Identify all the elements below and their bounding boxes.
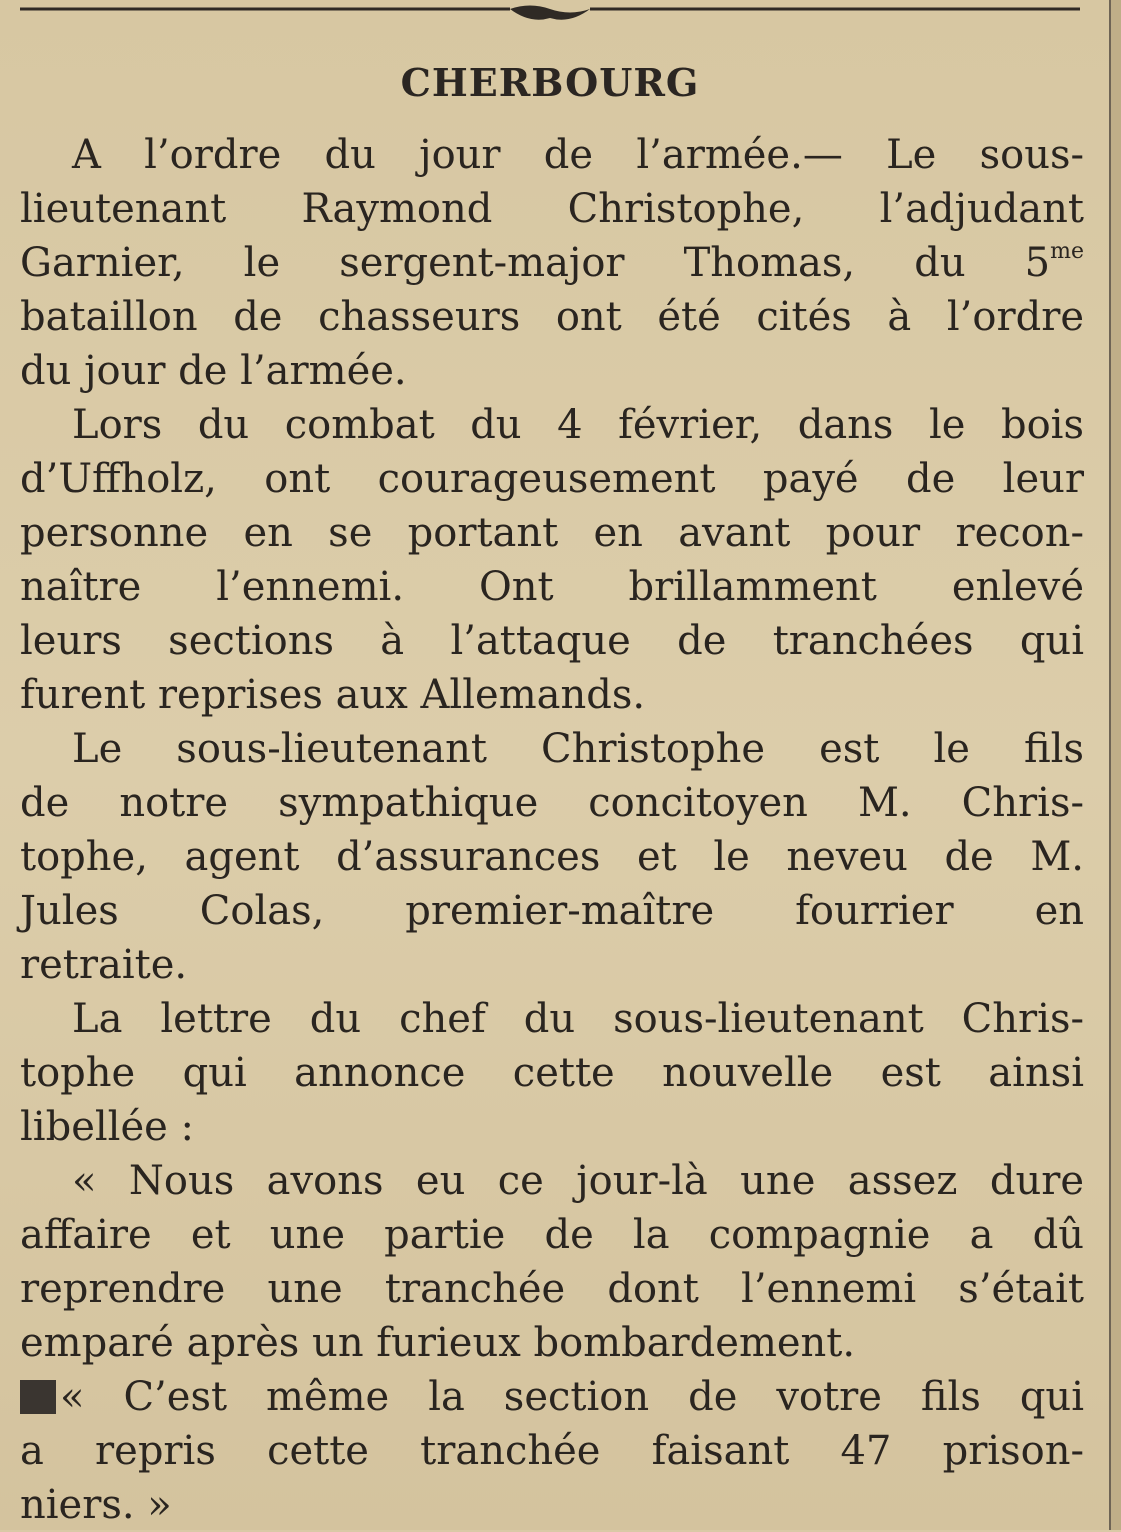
text-line bbox=[20, 236, 1084, 290]
text-line: Lors du combat du 4 février, dans le bois bbox=[72, 402, 1084, 448]
text-line: retraite. bbox=[20, 942, 188, 988]
text-line: affaire et une partie de la compagnie a dû bbox=[20, 1212, 1084, 1258]
text-line: a repris cette tranchée faisant 47 prison- bbox=[20, 1428, 1084, 1474]
article-body bbox=[20, 128, 1084, 1532]
text-line: « Nous avons eu ce jour-là une assez dure bbox=[72, 1158, 1084, 1204]
text-line: tophe qui annonce cette nouvelle est ainsi bbox=[20, 1050, 1084, 1096]
text-line: lieutenant Raymond Christophe, l’adjudant bbox=[20, 186, 1084, 232]
text-line: d’Uffholz, ont courageusement payé de leur bbox=[20, 456, 1084, 502]
text-line: personne en se portant en avant pour recon- bbox=[20, 510, 1084, 556]
text-line: tophe, agent d’assurances et le neveu de M. bbox=[20, 834, 1084, 880]
text-line: leurs sections à l’attaque de tranchées qui bbox=[20, 618, 1084, 664]
text-line bbox=[20, 1370, 1084, 1424]
page-edge bbox=[1109, 0, 1121, 1530]
article-title: CHERBOURG bbox=[400, 60, 700, 105]
text-line: emparé après un furieux bombardement. bbox=[20, 1320, 856, 1366]
text-line: niers. » bbox=[20, 1482, 172, 1528]
text-line-part: Garnier, le sergent-major Thomas, du 5 bbox=[20, 240, 1051, 286]
text-line: naître l’ennemi. Ont brillamment enlevé bbox=[20, 564, 1084, 610]
text-line: reprendre une tranchée dont l’ennemi s’était bbox=[20, 1266, 1084, 1312]
text-line: de notre sympathique concitoyen M. Chris- bbox=[20, 780, 1084, 826]
ordinal-superscript: me bbox=[1050, 239, 1084, 264]
text-line: Jules Colas, premier-maître fourrier en bbox=[20, 888, 1084, 934]
text-line: A l’ordre du jour de l’armée.— Le sous- bbox=[72, 132, 1084, 178]
text-line-part: « C’est même la section de votre fils qui bbox=[60, 1374, 1084, 1420]
text-line: La lettre du chef du sous-lieutenant Chris- bbox=[72, 996, 1084, 1042]
text-line: furent reprises aux Allemands. bbox=[20, 672, 646, 718]
text-line: bataillon de chasseurs ont été cités à l’ordre bbox=[20, 294, 1084, 340]
text-line: libellée : bbox=[20, 1104, 194, 1150]
ink-blot bbox=[20, 1380, 56, 1414]
text-line: Le sous-lieutenant Christophe est le fils bbox=[72, 726, 1084, 772]
text-line: du jour de l’armée. bbox=[20, 348, 407, 394]
ornamental-rule bbox=[20, 0, 1080, 26]
